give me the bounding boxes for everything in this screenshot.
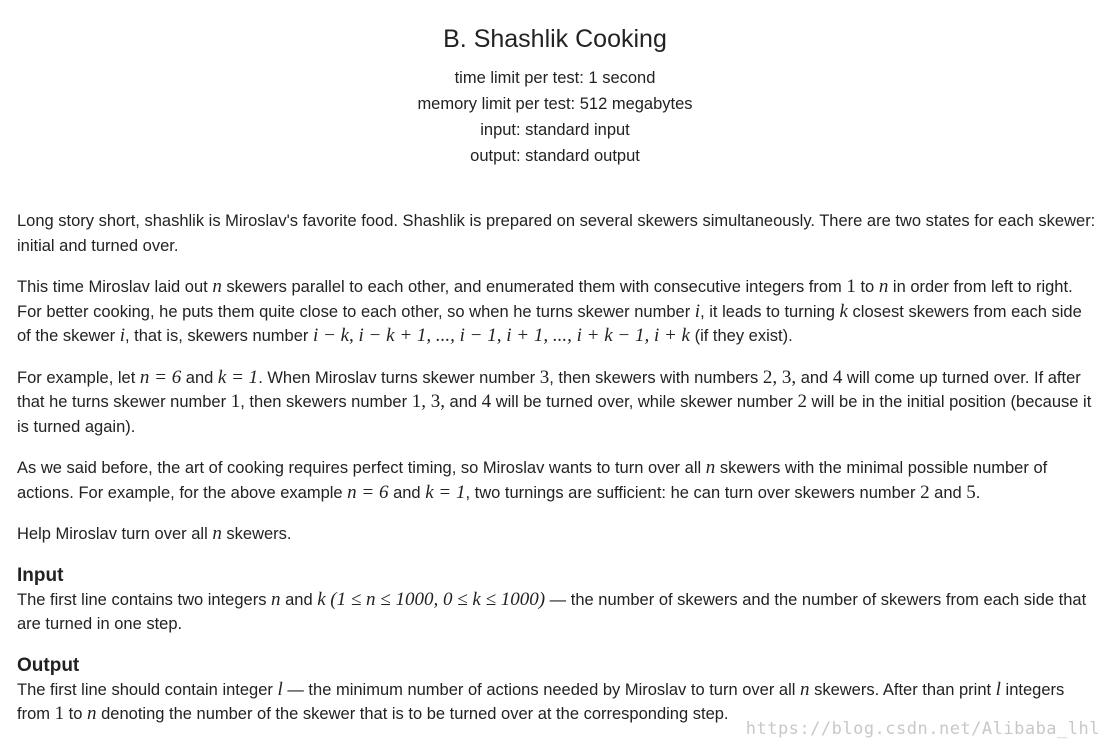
statement-paragraph-3: For example, let n = 6 and k = 1. When Miroslav turns skewer number 3, then skewers with numbers 2, 3, and 4 will come up turned over. If after that he turns skewer number 1, then skewers number 1, 3, and 4 will be turned over, while skewer number 2 will be in the initial position (because it is turned again).: [17, 366, 1092, 436]
statement-paragraph-4: As we said before, the art of cooking requires perfect timing, so Miroslav wants to turn over all n skewers with the minimal possible number of actions. For example, for the above example n = 6 and k = 1, two turnings are sufficient: he can turn over skewers number 2 and 5.: [17, 457, 1048, 503]
statement-paragraph-2: This time Miroslav laid out n skewers parallel to each other, and enumerated them with consecutive integers from 1 to n in order from left to right. For better cooking, he puts them quite close to each other, so when he turns skewer number i, it leads to turning k closest skewers from each side of the skewer i, that is, skewers number i − k, i − k + 1, ..., i − 1, i + 1, ..., i + k − 1, i + k (if they exist).: [17, 276, 1082, 346]
output-section-text: The first line should contain integer l — the minimum number of actions needed by Miroslav to turn over all n skewers. After than print l integers from 1 to n denoting the number of the skewer that is to be turned over at the corresponding step.: [17, 678, 1065, 724]
output-section-title: Output: [17, 654, 80, 676]
time-limit: time limit per test: 1 second: [454, 69, 656, 87]
memory-limit: memory limit per test: 512 megabytes: [417, 95, 693, 113]
problem-statement: [17, 209, 1098, 744]
input-section-title: Input: [17, 564, 64, 586]
watermark: https://blog.csdn.net/Alibaba_lhl: [745, 719, 1100, 739]
input-section-text: The first line contains two integers n and k (1 ≤ n ≤ 1000, 0 ≤ k ≤ 1000) — the number of skewers and the number of skewers from each side that are turned in one step.: [17, 588, 1087, 633]
problem-header: [0, 23, 1110, 169]
statement-paragraph-1: Long story short, shashlik is Miroslav's favorite food. Shashlik is prepared on several skewers simultaneously. There are two states for each skewer: initial and turned over.: [17, 212, 1096, 255]
output-spec: output: standard output: [470, 147, 640, 165]
problem-title: B. Shashlik Cooking: [443, 25, 667, 53]
input-spec: input: standard input: [480, 121, 630, 139]
statement-paragraph-5: Help Miroslav turn over all n skewers.: [17, 523, 292, 544]
